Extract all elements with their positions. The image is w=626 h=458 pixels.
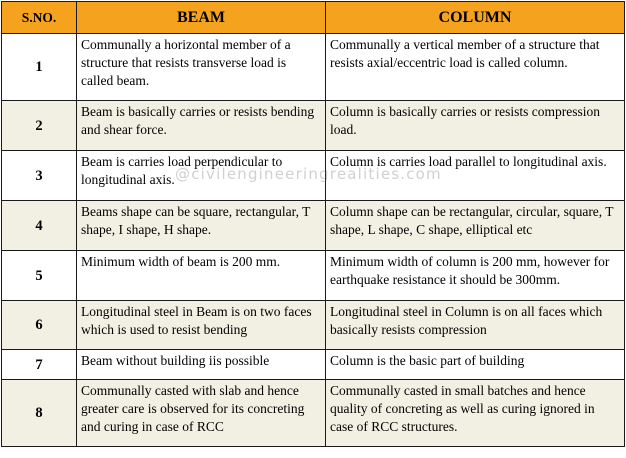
row-number: 1	[2, 34, 77, 101]
column-cell: Minimum width of column is 200 mm, however for earthquake resistance it should be 300mm.	[326, 251, 625, 301]
watermark-text: @civilengineeringrealities.com	[175, 165, 442, 183]
table-header-row	[2, 2, 625, 34]
column-cell: Column is basically carries or resists compression load.	[326, 101, 625, 151]
column-cell: Communally a vertical member of a structure that resists axial/eccentric load is called column.	[326, 34, 625, 101]
beam-cell: Beam without building iis possible	[77, 350, 326, 380]
header-column: COLUMN	[326, 2, 625, 34]
table-row	[2, 350, 625, 380]
row-number: 7	[2, 350, 77, 380]
table-row	[2, 34, 625, 101]
beam-cell: Longitudinal steel in Beam is on two faces which is used to resist bending	[77, 301, 326, 350]
header-beam: BEAM	[77, 2, 326, 34]
table-row	[2, 380, 625, 447]
beam-vs-column-table	[1, 1, 625, 447]
beam-cell: Communally casted with slab and hence greater care is observed for its concreting and curing in case of RCC	[77, 380, 326, 447]
row-number: 3	[2, 151, 77, 201]
beam-cell: Communally a horizontal member of a structure that resists transverse load is called beam.	[77, 34, 326, 101]
header-sno: S.NO.	[2, 2, 77, 34]
column-cell: Column is the basic part of building	[326, 350, 625, 380]
table-row	[2, 251, 625, 301]
comparison-table-container	[1, 1, 624, 447]
column-cell: Communally casted in small batches and hence quality of concreting as well as curing ignored in case of RCC structures.	[326, 380, 625, 447]
row-number: 6	[2, 301, 77, 350]
row-number: 2	[2, 101, 77, 151]
beam-cell: Minimum width of beam is 200 mm.	[77, 251, 326, 301]
beam-cell: Beam is basically carries or resists bending and shear force.	[77, 101, 326, 151]
table-row	[2, 151, 625, 201]
beam-cell: Beams shape can be square, rectangular, T shape, I shape, H shape.	[77, 201, 326, 251]
row-number: 5	[2, 251, 77, 301]
table-row	[2, 301, 625, 350]
row-number: 8	[2, 380, 77, 447]
table-row	[2, 101, 625, 151]
beam-cell: Beam is carries load perpendicular to longitudinal axis.	[77, 151, 326, 201]
column-cell: Column shape can be rectangular, circular, square, T shape, L shape, C shape, elliptical etc	[326, 201, 625, 251]
column-cell: Longitudinal steel in Column is on all faces which basically resists compression	[326, 301, 625, 350]
row-number: 4	[2, 201, 77, 251]
column-cell: Column is carries load parallel to longitudinal axis.	[326, 151, 625, 201]
table-row	[2, 201, 625, 251]
